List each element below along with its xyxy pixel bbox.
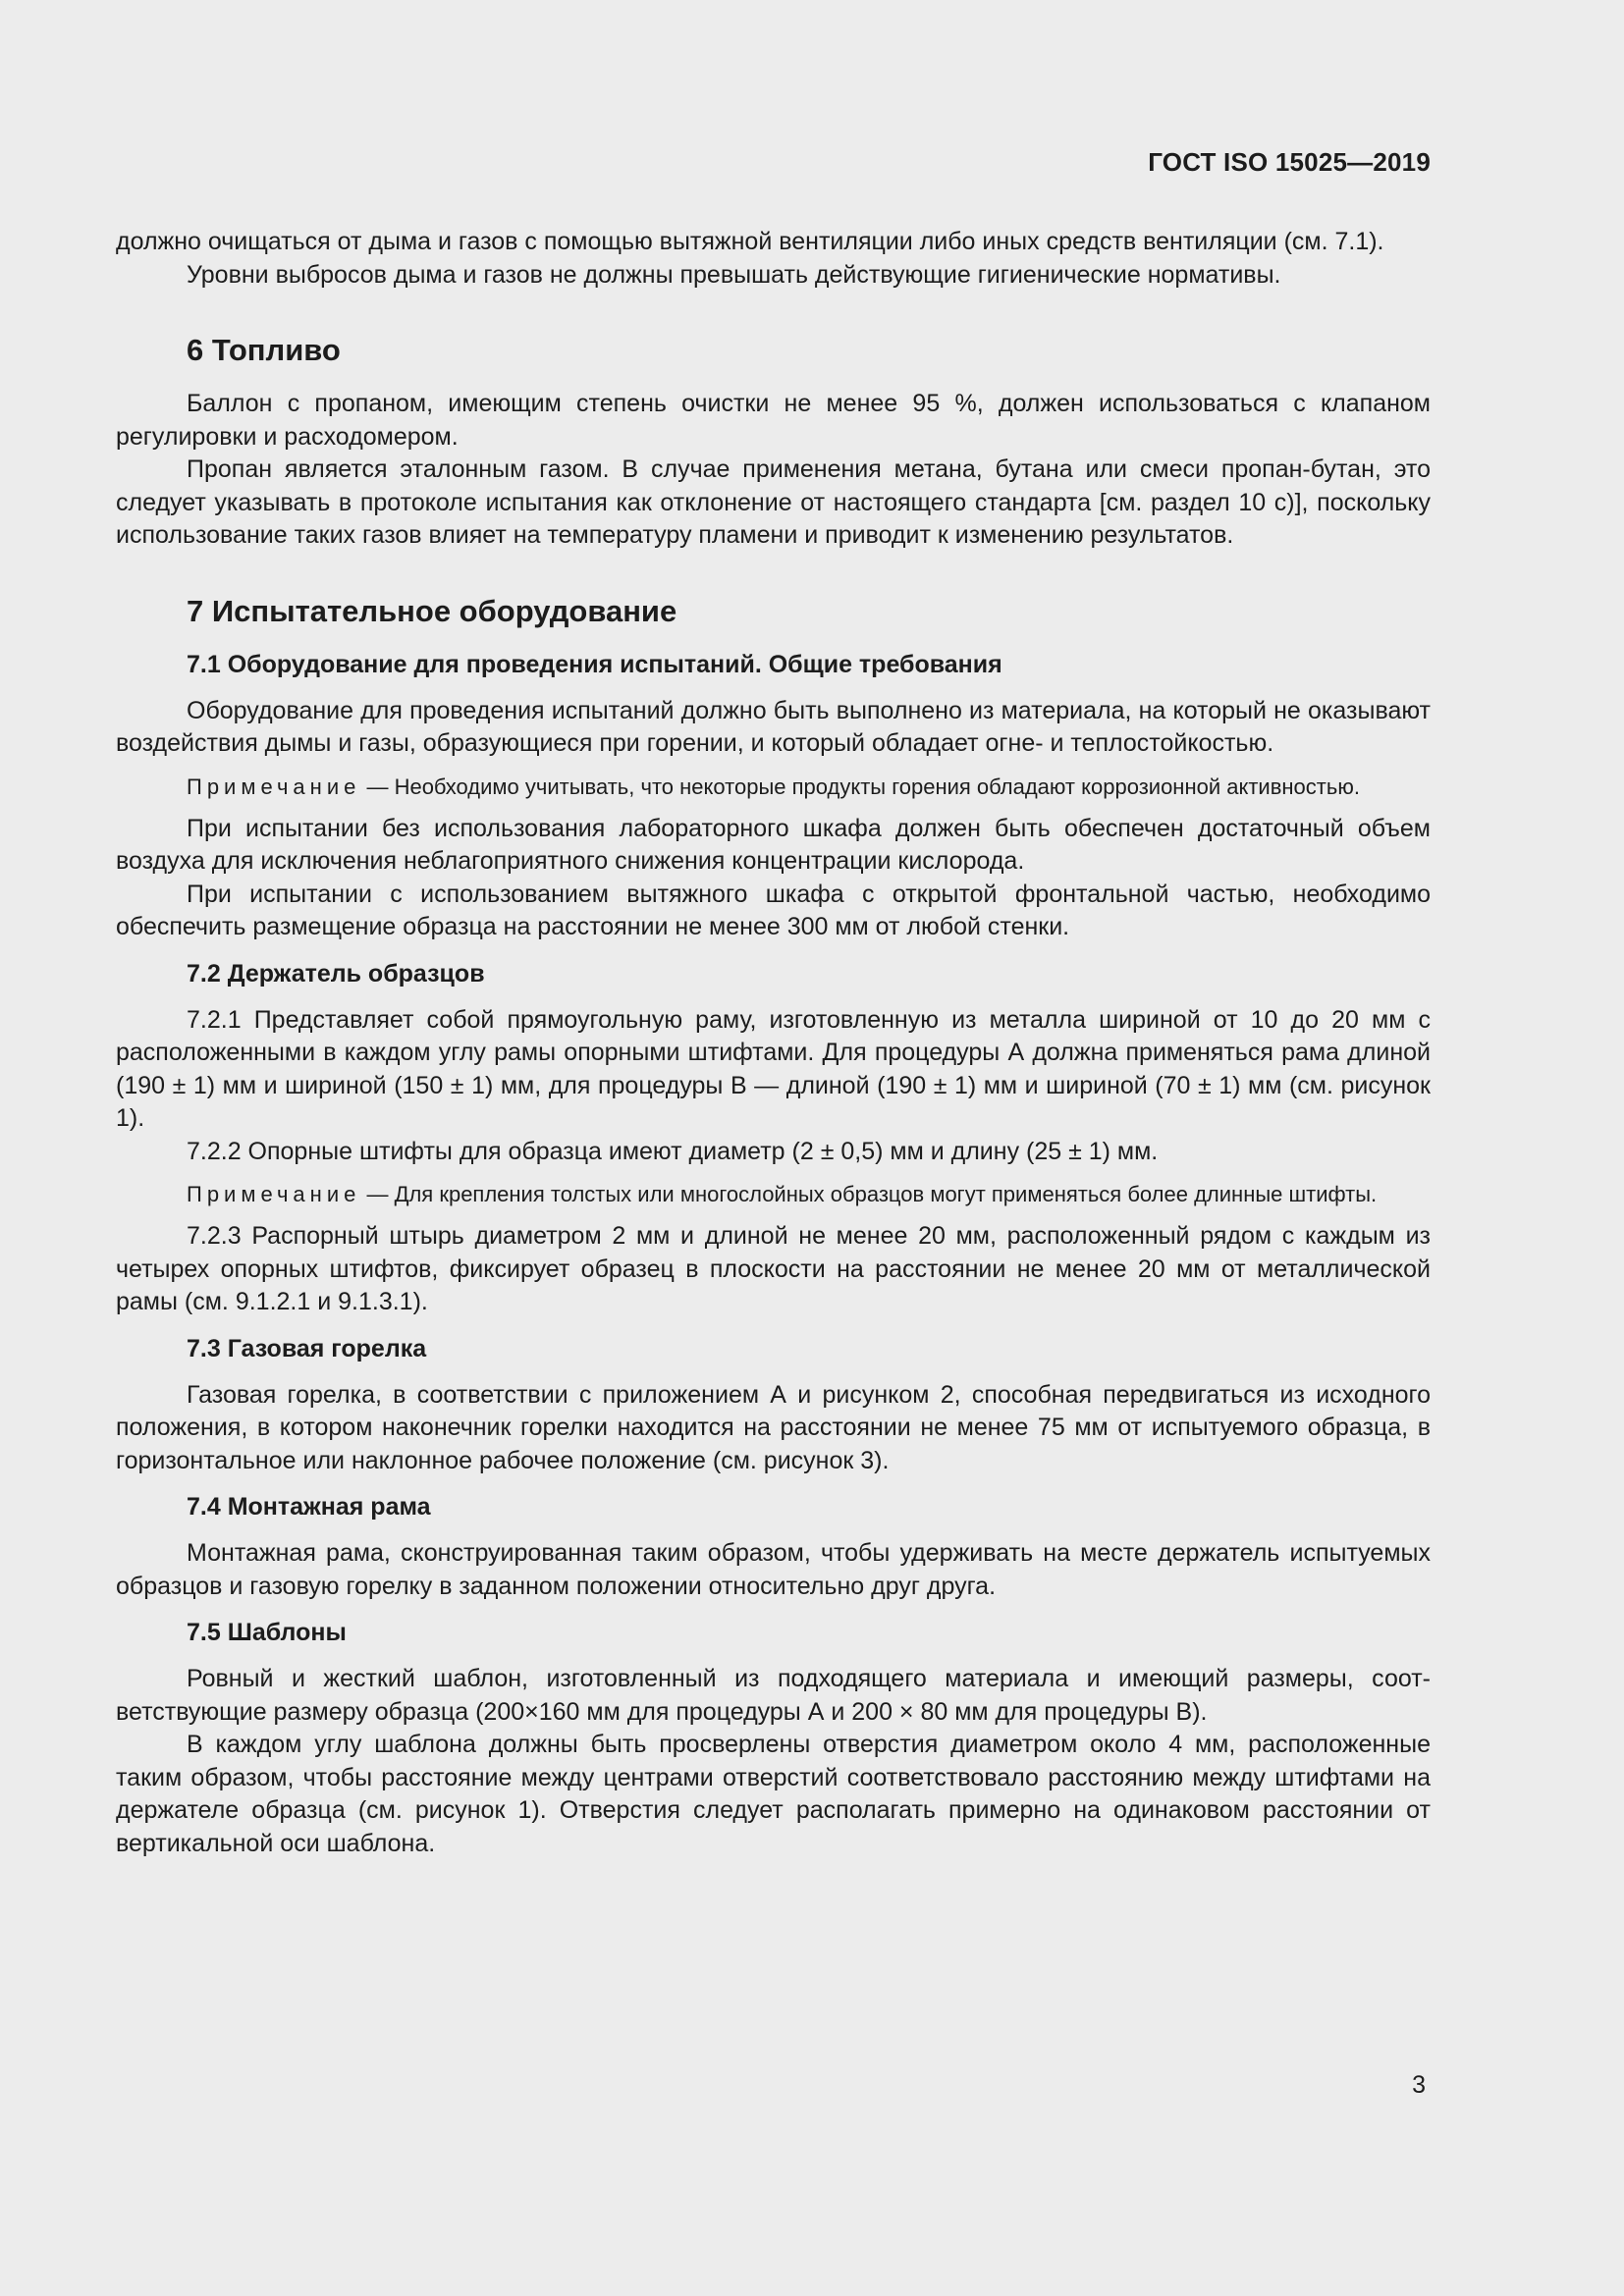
- paragraph-7-1-air-volume: При испытании без использования лабораторного шкафа должен быть обеспечен достаточный объем воздуха для исключения неблагоприятного снижения концентрации кислорода.: [116, 814, 1431, 875]
- paragraph-7-1-fume-hood: При испытании с использованием вытяжного шкафа с открытой фронтальной частью, необходимо обеспечить размещение образца на расстоянии не менее 300 мм от любой стенки.: [116, 880, 1431, 940]
- note-7-2: [116, 1180, 1431, 1208]
- page-number: 3: [1412, 2071, 1426, 2099]
- paragraph-7-4-frame: Монтажная рама, сконструированная таким образом, чтобы удерживать на месте держатель испытуемых образцов и газовую горелку в заданном положении относительно друг друга.: [116, 1539, 1431, 1600]
- section-7-2-heading: 7.2 Держатель образцов: [187, 959, 485, 988]
- section-7-5-heading: 7.5 Шаблоны: [187, 1619, 347, 1646]
- paragraph-propane-cylinder: Баллон с пропаном, имеющим степень очистки не менее 95 %, должен использоваться с клапаном регулировки и расходомером.: [116, 390, 1431, 451]
- document-body: [116, 226, 1431, 1860]
- note-text: — Необходимо учитывать, что некоторые продукты горения обладают коррозионной активностью.: [360, 774, 1360, 799]
- section-7-3-heading: 7.3 Газовая горелка: [187, 1334, 427, 1362]
- paragraph-7-3-burner: Газовая горелка, в соответствии с приложением А и рисунком 2, способная передвигаться из исходного положения, в котором наконечник горелки находится на расстоянии не менее 75 мм от испытуемого образца, в горизонтальное или наклонное рабочее положение (см. рисунок 3).: [116, 1380, 1431, 1474]
- note-label: Примечание: [187, 1182, 361, 1206]
- document-code-header: ГОСТ ISO 15025—2019: [1148, 147, 1431, 177]
- note-text: — Для крепления толстых или многослойных образцов могут применяться более длинные штифты.: [360, 1182, 1378, 1206]
- section-6-heading: 6 Топливо: [187, 333, 341, 367]
- paragraph-reference-gas: Пропан является эталонным газом. В случае применения метана, бутана или смеси пропан-бутан, это следует указывать в протоколе испытания как отклонение от настоящего стандарта [см. раздел 10 c)], поскольку использование таких газов влияет на температуру пламени и приводит к изменению результатов.: [116, 455, 1431, 549]
- section-7-4-heading: 7.4 Монтажная рама: [187, 1493, 431, 1521]
- paragraph-7-1-material: Оборудование для проведения испытаний должно быть выполнено из материала, на который не оказывают воздействия дымы и газы, образующиеся при горении, и который обладает огне- и теплостойкостью.: [116, 696, 1431, 757]
- paragraph-intro-continued: должно очищаться от дыма и газов с помощью вытяжной вентиляции либо иных средств вентиляции (см. 7.1).: [116, 228, 1384, 255]
- paragraph-emission-levels: Уровни выбросов дыма и газов не должны превышать действующие гигиенические нормативы.: [187, 260, 1281, 289]
- section-7-heading: 7 Испытательное оборудование: [187, 593, 677, 628]
- note-label: Примечание: [187, 774, 361, 799]
- paragraph-7-2-3: 7.2.3 Распорный штырь диаметром 2 мм и длиной не менее 20 мм, расположенный рядом с каждым из четырех опорных штифтов, фиксирует образец в плоскости на расстоянии не менее 20 мм от металлической рамы (см. 9.1.2.1 и 9.1.3.1).: [116, 1222, 1431, 1315]
- note-7-1: [116, 773, 1431, 801]
- paragraph-7-2-1: 7.2.1 Представляет собой прямоугольную раму, изготовленную из металла шириной от 10 до 20 мм с расположенными в каждом углу рамы опорными штифтами. Для процедуры А должна применяться рама длиной (190 ± 1) мм и шириной (150 ± 1) мм, для процедуры В — длиной (190 ± 1) мм и шириной (70 ± 1) мм (см. рисунок 1).: [116, 1005, 1431, 1132]
- paragraph-7-5-template: Ровный и жесткий шаблон, изготовленный из подходящего материала и имеющий размеры, соответствующие размеру образца (200×160 мм для процедуры А и 200 × 80 мм для процедуры В).: [116, 1665, 1431, 1726]
- paragraph-7-2-2: 7.2.2 Опорные штифты для образца имеют диаметр (2 ± 0,5) мм и длину (25 ± 1) мм.: [187, 1137, 1159, 1165]
- section-7-1-heading: 7.1 Оборудование для проведения испытаний. Общие требования: [187, 650, 1002, 678]
- paragraph-7-5-holes: В каждом углу шаблона должны быть просверлены отверстия диаметром около 4 мм, расположенные таким образом, чтобы расстояние между центрами отверстий соответствовало расстоянию между штифтами на держателе образца (см. рисунок 1). Отверстия следует располагать примерно на одинаковом расстоянии от вертикальной оси шаблона.: [116, 1731, 1431, 1857]
